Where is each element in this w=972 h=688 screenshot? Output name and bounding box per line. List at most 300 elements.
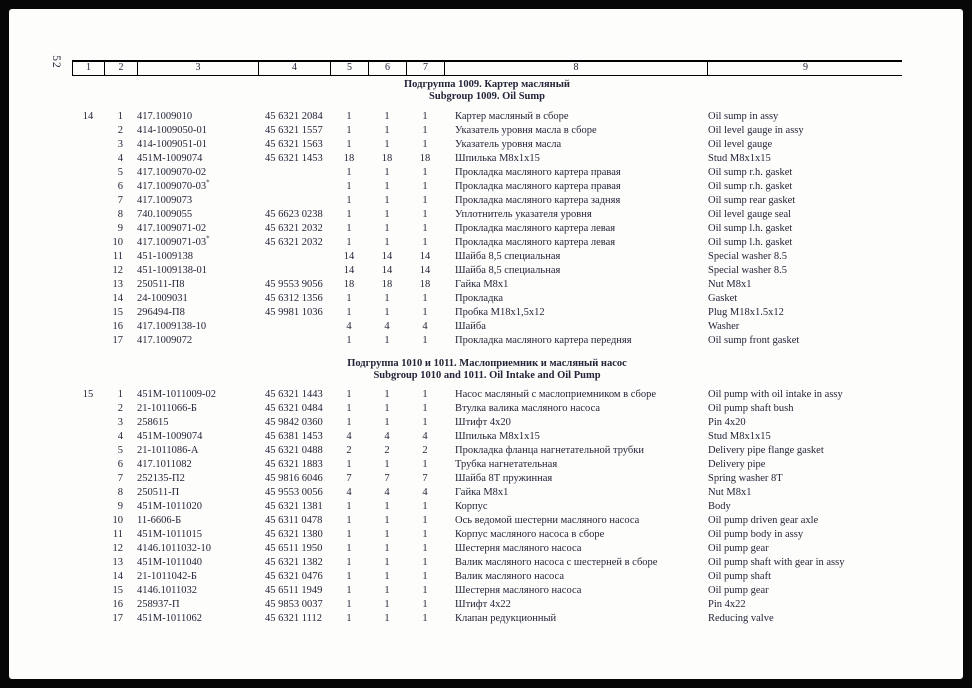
item-number: 15 — [112, 307, 123, 318]
item-number: 9 — [117, 501, 123, 512]
catalog-number: 45 6321 0484 — [265, 403, 323, 414]
figure-number — [72, 458, 104, 472]
qty-2: 1 — [384, 293, 390, 304]
qty-2: 1 — [384, 543, 390, 554]
table-row — [72, 402, 902, 416]
catalog-number: 45 6312 1356 — [265, 293, 323, 304]
catalog-number: 45 6321 1563 — [265, 139, 323, 150]
qty-1: 1 — [346, 307, 352, 318]
catalog-number: 45 9853 0037 — [265, 599, 323, 610]
part-number: 417.1009010 — [137, 111, 193, 122]
table-row — [72, 458, 902, 472]
table-row — [72, 250, 902, 264]
description-en: Nut M8x1 — [708, 279, 752, 290]
catalog-number: 45 6321 1380 — [265, 529, 323, 540]
description-en: Pin 4x20 — [708, 417, 746, 428]
subgroup-section — [72, 79, 902, 348]
table-row — [72, 278, 902, 292]
qty-1: 1 — [346, 181, 352, 192]
column-header-6: 6 — [369, 62, 407, 75]
catalog-number — [258, 264, 330, 278]
description-en: Oil sump l.h. gasket — [708, 223, 793, 234]
part-number: 451М-1011020 — [137, 501, 202, 512]
catalog-number: 45 6321 1381 — [265, 501, 323, 512]
item-number: 3 — [117, 139, 123, 150]
column-header-9: 9 — [803, 62, 808, 73]
part-number: 417.1009073 — [137, 195, 193, 206]
figure-number — [72, 124, 104, 138]
catalog-number — [258, 194, 330, 208]
description-en: Oil level gauge — [708, 139, 773, 150]
description-ru: Шайба 8,5 специальная — [455, 265, 561, 276]
description-ru: Втулка валика масляного насоса — [455, 403, 601, 414]
description-ru: Картер масляный в сборе — [455, 111, 569, 122]
description-ru: Шайба — [455, 321, 486, 332]
catalog-number: 45 6623 0238 — [265, 209, 323, 220]
description-en: Spring washer 8T — [708, 473, 783, 484]
qty-3: 1 — [422, 571, 428, 582]
figure-number — [72, 486, 104, 500]
catalog-number — [258, 180, 330, 194]
qty-3: 1 — [422, 167, 428, 178]
qty-3: 1 — [422, 501, 428, 512]
description-en: Oil pump shaft with gear in assy — [708, 557, 845, 568]
description-ru: Прокладка масляного картера правая — [455, 181, 621, 192]
table-row — [72, 138, 902, 152]
part-number: 451-1009138-01 — [137, 265, 207, 276]
table-row — [72, 528, 902, 542]
catalog-number: 45 6321 1453 — [265, 153, 323, 164]
catalog-number: 45 6321 1382 — [265, 557, 323, 568]
subgroup-section — [72, 358, 902, 626]
qty-1: 1 — [346, 585, 352, 596]
qty-2: 1 — [384, 167, 390, 178]
column-header-4: 4 — [259, 62, 331, 75]
table-row — [72, 194, 902, 208]
catalog-number: 45 6321 2084 — [265, 111, 323, 122]
column-header-3: 3 — [138, 62, 259, 75]
description-en: Body — [708, 501, 731, 512]
description-ru: Шайба 8Т пружинная — [455, 473, 553, 484]
item-number: 13 — [112, 557, 123, 568]
description-ru: Гайка М8х1 — [455, 487, 509, 498]
description-ru: Шестерня масляного насоса — [455, 543, 582, 554]
part-number: 258615 — [137, 417, 169, 428]
part-number: 417.1009071-02 — [137, 223, 207, 234]
figure-number — [72, 264, 104, 278]
catalog-number: 45 6381 1453 — [265, 431, 323, 442]
qty-1: 1 — [346, 293, 352, 304]
table-row — [72, 388, 902, 402]
part-number: 417.1009070-02 — [137, 167, 207, 178]
table-row — [72, 208, 902, 222]
part-number: 250511-П8 — [137, 279, 185, 290]
figure-number — [72, 612, 104, 626]
item-number: 4 — [117, 153, 123, 164]
table-row — [72, 570, 902, 584]
table-row — [72, 416, 902, 430]
description-ru: Прокладка масляного картера правая — [455, 167, 621, 178]
qty-2: 1 — [384, 501, 390, 512]
figure-number — [72, 208, 104, 222]
part-number: 252135-П2 — [137, 473, 185, 484]
qty-1: 1 — [346, 403, 352, 414]
item-number: 4 — [117, 431, 123, 442]
catalog-number: 45 6511 1949 — [265, 585, 323, 596]
description-en: Oil level gauge in assy — [708, 125, 804, 136]
table-row — [72, 486, 902, 500]
part-number: 740.1009055 — [137, 209, 193, 220]
item-number: 10 — [112, 237, 123, 248]
item-number: 5 — [117, 167, 123, 178]
figure-number — [72, 514, 104, 528]
figure-number: 15 — [82, 389, 94, 400]
qty-3: 1 — [422, 515, 428, 526]
description-ru: Указатель уровня масла в сборе — [455, 125, 597, 136]
table-row — [72, 584, 902, 598]
column-header-7: 7 — [407, 62, 445, 75]
qty-2: 1 — [384, 139, 390, 150]
table-row — [72, 180, 902, 194]
qty-2: 18 — [381, 279, 393, 290]
qty-1: 1 — [346, 459, 352, 470]
qty-3: 4 — [422, 487, 428, 498]
description-ru: Корпус — [455, 501, 488, 512]
catalog-number: 45 6321 1557 — [265, 125, 323, 136]
figure-number — [72, 306, 104, 320]
figure-number — [72, 194, 104, 208]
part-number: 451М-1009074 — [137, 153, 203, 164]
item-number: 8 — [117, 487, 123, 498]
qty-2: 4 — [384, 487, 390, 498]
catalog-number: 45 9842 0360 — [265, 417, 323, 428]
qty-1: 1 — [346, 501, 352, 512]
part-number: 451М-1011015 — [137, 529, 202, 540]
part-number: 21-1011066-Б — [137, 403, 197, 414]
qty-1: 1 — [346, 139, 352, 150]
description-en: Oil sump r.h. gasket — [708, 181, 793, 192]
qty-2: 1 — [384, 307, 390, 318]
qty-3: 1 — [422, 389, 428, 400]
figure-number — [72, 166, 104, 180]
description-ru: Валик масляного насоса с шестерней в сборе — [455, 557, 658, 568]
qty-3: 1 — [422, 459, 428, 470]
part-number: 451М-1011062 — [137, 613, 202, 624]
qty-2: 1 — [384, 389, 390, 400]
description-en: Delivery pipe — [708, 459, 766, 470]
item-number: 12 — [112, 265, 123, 276]
description-en: Oil sump front gasket — [708, 335, 800, 346]
qty-3: 4 — [422, 321, 428, 332]
qty-1: 14 — [343, 265, 355, 276]
figure-number — [72, 444, 104, 458]
qty-3: 18 — [419, 153, 431, 164]
item-number: 6 — [117, 459, 123, 470]
table-row — [72, 472, 902, 486]
description-ru: Прокладка масляного картера передняя — [455, 335, 632, 346]
figure-number — [72, 556, 104, 570]
description-ru: Шпилька М8х1х15 — [455, 431, 540, 442]
description-en: Stud M8x1x15 — [708, 431, 771, 442]
qty-1: 1 — [346, 599, 352, 610]
item-number: 13 — [112, 279, 123, 290]
column-header-1: 1 — [73, 62, 105, 75]
table-row — [72, 598, 902, 612]
part-number: 451М-1011040 — [137, 557, 202, 568]
description-en: Stud M8x1x15 — [708, 153, 771, 164]
figure-number — [72, 180, 104, 194]
part-number: 21-1011042-Б — [137, 571, 197, 582]
column-header-8: 8 — [445, 62, 708, 75]
table-row — [72, 222, 902, 236]
qty-1: 4 — [346, 487, 352, 498]
qty-1: 1 — [346, 389, 352, 400]
description-en: Nut M8x1 — [708, 487, 752, 498]
qty-1: 7 — [346, 473, 352, 484]
description-en: Washer — [708, 321, 740, 332]
table-row — [72, 236, 902, 250]
figure-number — [72, 500, 104, 514]
description-ru: Прокладка фланца нагнетательной трубки — [455, 445, 644, 456]
table-row — [72, 264, 902, 278]
qty-1: 18 — [343, 153, 355, 164]
figure-number — [72, 430, 104, 444]
part-number: 4146.1011032 — [137, 585, 197, 596]
qty-2: 1 — [384, 209, 390, 220]
part-number: 296494-П8 — [137, 307, 185, 318]
part-number: 417.1009072 — [137, 335, 193, 346]
figure-number — [72, 138, 104, 152]
catalog-number: 45 6321 2032 — [265, 237, 323, 248]
figure-number — [72, 416, 104, 430]
qty-2: 1 — [384, 557, 390, 568]
catalog-number — [258, 166, 330, 180]
figure-number — [72, 222, 104, 236]
qty-3: 1 — [422, 599, 428, 610]
figure-number — [72, 152, 104, 166]
description-ru: Шайба 8,5 специальная — [455, 251, 561, 262]
qty-3: 18 — [419, 279, 431, 290]
item-number: 14 — [112, 293, 123, 304]
qty-2: 1 — [384, 585, 390, 596]
qty-3: 1 — [422, 403, 428, 414]
description-en: Oil pump driven gear axle — [708, 515, 819, 526]
description-en: Oil sump l.h. gasket — [708, 237, 793, 248]
description-en: Special washer 8.5 — [708, 265, 788, 276]
figure-number — [72, 402, 104, 416]
description-en: Oil sump in assy — [708, 111, 779, 122]
qty-3: 1 — [422, 237, 428, 248]
qty-3: 1 — [422, 529, 428, 540]
description-ru: Гайка М8х1 — [455, 279, 509, 290]
qty-2: 1 — [384, 417, 390, 428]
catalog-number: 45 9816 6046 — [265, 473, 323, 484]
item-number: 11 — [112, 529, 123, 540]
qty-2: 1 — [384, 195, 390, 206]
figure-number — [72, 528, 104, 542]
item-number: 2 — [117, 125, 123, 136]
catalog-number: 45 9553 9056 — [265, 279, 323, 290]
item-number: 6 — [117, 181, 123, 192]
qty-3: 1 — [422, 111, 428, 122]
part-number: 417.1009071-03* — [137, 234, 210, 248]
catalog-number — [258, 320, 330, 334]
qty-1: 1 — [346, 515, 352, 526]
qty-2: 1 — [384, 571, 390, 582]
document-page — [9, 9, 963, 679]
qty-3: 2 — [422, 445, 428, 456]
qty-3: 1 — [422, 293, 428, 304]
column-header-2: 2 — [105, 62, 138, 75]
description-en: Reducing valve — [708, 613, 774, 624]
qty-3: 1 — [422, 613, 428, 624]
figure-number: 14 — [82, 111, 94, 122]
figure-number — [72, 472, 104, 486]
catalog-number: 45 6511 1950 — [265, 543, 323, 554]
part-number: 4146.1011032-10 — [137, 543, 211, 554]
description-en: Oil pump with oil intake in assy — [708, 389, 843, 400]
subgroup-title-ru: Подгруппа 1009. Картер масляный — [404, 79, 570, 90]
description-ru: Ось ведомой шестерни масляного насоса — [455, 515, 640, 526]
qty-3: 1 — [422, 335, 428, 346]
description-ru: Клапан редукционный — [455, 613, 557, 624]
catalog-number: 45 6311 0478 — [265, 515, 323, 526]
catalog-number: 45 6321 2032 — [265, 223, 323, 234]
item-number: 8 — [117, 209, 123, 220]
part-number: 414-1009050-01 — [137, 125, 207, 136]
item-number: 10 — [112, 515, 123, 526]
qty-1: 1 — [346, 167, 352, 178]
part-number: 258937-П — [137, 599, 180, 610]
description-ru: Прокладка — [455, 293, 504, 304]
qty-3: 7 — [422, 473, 428, 484]
description-ru: Шпилька М8х1х15 — [455, 153, 540, 164]
description-ru: Прокладка масляного картера левая — [455, 237, 616, 248]
description-ru: Прокладка масляного картера левая — [455, 223, 616, 234]
qty-1: 18 — [343, 279, 355, 290]
column-header-5: 5 — [331, 62, 369, 75]
catalog-number — [258, 250, 330, 264]
table-row — [72, 542, 902, 556]
catalog-number — [258, 334, 330, 348]
description-en: Delivery pipe flange gasket — [708, 445, 824, 456]
qty-2: 1 — [384, 459, 390, 470]
figure-number — [72, 250, 104, 264]
description-ru: Насос масляный с маслоприемником в сборе — [455, 389, 657, 400]
qty-2: 1 — [384, 111, 390, 122]
part-number: 414-1009051-01 — [137, 139, 207, 150]
qty-3: 1 — [422, 543, 428, 554]
part-number: 451М-1011009-02 — [137, 389, 216, 400]
qty-3: 1 — [422, 195, 428, 206]
qty-1: 1 — [346, 125, 352, 136]
table-row — [72, 110, 902, 124]
description-ru: Трубка нагнетательная — [455, 459, 558, 470]
qty-1: 1 — [346, 613, 352, 624]
qty-3: 1 — [422, 139, 428, 150]
qty-2: 2 — [384, 445, 390, 456]
subgroup-rows — [72, 388, 902, 626]
qty-1: 14 — [343, 251, 355, 262]
item-number: 9 — [117, 223, 123, 234]
item-number: 17 — [112, 613, 123, 624]
qty-1: 1 — [346, 543, 352, 554]
item-number: 2 — [117, 403, 123, 414]
item-number: 16 — [112, 599, 123, 610]
item-number: 17 — [112, 335, 123, 346]
part-number: 21-1011086-А — [137, 445, 199, 456]
description-en: Oil sump r.h. gasket — [708, 167, 793, 178]
catalog-number: 45 9981 1036 — [265, 307, 323, 318]
qty-2: 1 — [384, 181, 390, 192]
qty-2: 18 — [381, 153, 393, 164]
qty-1: 4 — [346, 431, 352, 442]
figure-number — [72, 278, 104, 292]
qty-1: 1 — [346, 335, 352, 346]
catalog-number: 45 6321 1112 — [265, 613, 322, 624]
qty-3: 1 — [422, 125, 428, 136]
description-ru: Валик масляного насоса — [455, 571, 564, 582]
table-row — [72, 320, 902, 334]
qty-1: 1 — [346, 209, 352, 220]
page-number: 52 — [49, 55, 62, 69]
qty-2: 1 — [384, 223, 390, 234]
subgroup-title-en: Subgroup 1009. Oil Sump — [429, 90, 545, 102]
figure-number — [72, 292, 104, 306]
description-ru: Указатель уровня масла — [455, 139, 562, 150]
item-number: 7 — [117, 195, 123, 206]
catalog-number: 45 9553 0056 — [265, 487, 323, 498]
item-number: 1 — [117, 389, 123, 400]
figure-number — [72, 334, 104, 348]
description-en: Gasket — [708, 293, 738, 304]
description-ru: Пробка М18х1,5х12 — [455, 307, 545, 318]
qty-2: 1 — [384, 237, 390, 248]
part-number: 417.1011082 — [137, 459, 192, 470]
qty-1: 1 — [346, 417, 352, 428]
table-row — [72, 514, 902, 528]
qty-1: 2 — [346, 445, 352, 456]
part-number: 417.1009070-03* — [137, 178, 210, 192]
qty-1: 1 — [346, 571, 352, 582]
table-row — [72, 124, 902, 138]
item-number: 3 — [117, 417, 123, 428]
part-number: 24-1009031 — [137, 293, 188, 304]
table-row — [72, 556, 902, 570]
part-number: 417.1009138-10 — [137, 321, 207, 332]
description-en: Oil pump shaft — [708, 571, 771, 582]
subgroup-title-ru: Подгруппа 1010 и 1011. Маслоприемник и масляный насос — [347, 358, 627, 369]
subgroup-title-en: Subgroup 1010 and 1011. Oil Intake and Oil Pump — [373, 369, 601, 381]
subgroup-rows — [72, 110, 902, 348]
catalog-number: 45 6321 0488 — [265, 445, 323, 456]
part-number: 451М-1009074 — [137, 431, 203, 442]
description-ru: Прокладка масляного картера задняя — [455, 195, 621, 206]
description-en: Oil pump body in assy — [708, 529, 804, 540]
item-number: 15 — [112, 585, 123, 596]
qty-3: 1 — [422, 223, 428, 234]
qty-2: 1 — [384, 613, 390, 624]
qty-1: 1 — [346, 557, 352, 568]
table-row — [72, 334, 902, 348]
qty-3: 1 — [422, 585, 428, 596]
qty-3: 1 — [422, 209, 428, 220]
qty-3: 1 — [422, 307, 428, 318]
figure-number — [72, 542, 104, 556]
figure-number — [72, 236, 104, 250]
description-ru: Корпус масляного насоса в сборе — [455, 529, 605, 540]
qty-2: 1 — [384, 515, 390, 526]
